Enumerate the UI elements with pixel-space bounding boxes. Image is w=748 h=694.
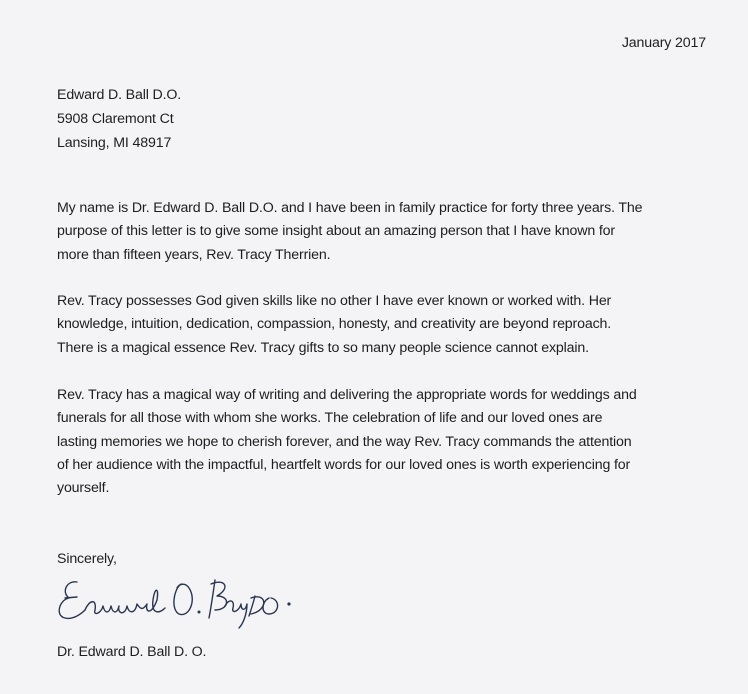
letter-date: January 2017 bbox=[621, 35, 706, 51]
paragraph-line: Rev. Tracy possesses God given skills like no other I have ever known or worked with. Her bbox=[57, 293, 612, 309]
sender-street: 5908 Claremont Ct bbox=[57, 111, 174, 127]
paragraph-line: knowledge, intuition, dedication, compassion, honesty, and creativity are beyond reproach. bbox=[57, 316, 612, 333]
signer-name: Dr. Edward D. Ball D. O. bbox=[57, 644, 207, 660]
sender-address bbox=[57, 83, 181, 155]
sender-city: Lansing, MI 48917 bbox=[57, 135, 172, 151]
paragraph-line: purpose of this letter is to give some insight about an amazing person that I have known for bbox=[57, 223, 615, 240]
paragraph-line: funerals for all those with whom she works. The celebration of life and our loved ones are bbox=[57, 410, 603, 427]
paragraph-1 bbox=[57, 197, 717, 267]
paragraph-2 bbox=[57, 290, 717, 360]
handwritten-signature bbox=[55, 570, 315, 630]
sender-name: Edward D. Ball D.O. bbox=[57, 87, 182, 103]
paragraph-line: My name is Dr. Edward D. Ball D.O. and I have been in family practice for forty three years. The bbox=[57, 200, 643, 216]
paragraph-line: There is a magical essence Rev. Tracy gifts to so many people science cannot explain. bbox=[57, 339, 589, 356]
paragraph-line: yourself. bbox=[57, 480, 110, 497]
paragraph-3 bbox=[57, 384, 717, 500]
paragraph-line: Rev. Tracy has a magical way of writing and delivering the appropriate words for weddings and bbox=[57, 387, 637, 403]
paragraph-line: more than fifteen years, Rev. Tracy Therrien. bbox=[57, 246, 331, 263]
closing: Sincerely, bbox=[57, 551, 117, 567]
paragraph-line: of her audience with the impactful, heartfelt words for our loved ones is worth experiencing for bbox=[57, 456, 631, 473]
paragraph-line: lasting memories we hope to cherish forever, and the way Rev. Tracy commands the attention bbox=[57, 433, 632, 450]
